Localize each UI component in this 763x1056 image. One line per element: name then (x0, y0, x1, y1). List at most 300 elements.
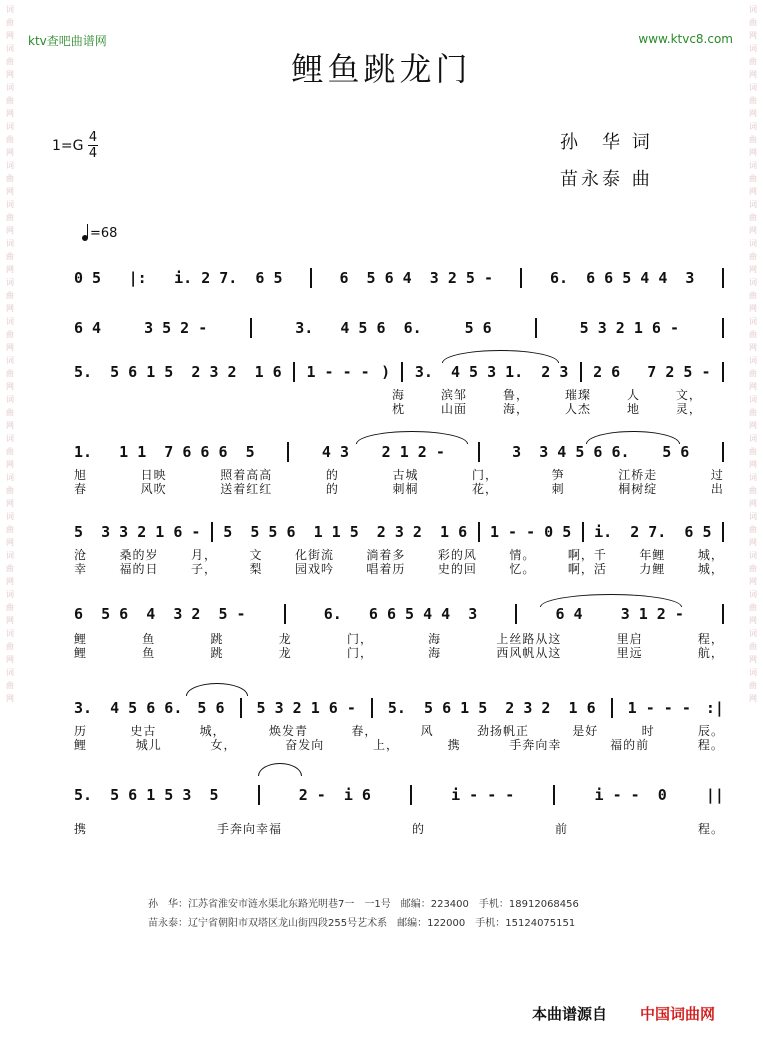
lyric-word: 劲扬帆正 (476, 724, 529, 738)
watermark-glyph: 词 (6, 434, 14, 443)
barline (535, 318, 537, 338)
barline (287, 442, 289, 462)
lyric-word: 前 (554, 822, 568, 836)
watermark-glyph: 词 (749, 44, 757, 53)
lyric-word: 桑的岁 (119, 548, 159, 562)
watermark-glyph: 词 (749, 83, 757, 92)
watermark-glyph: 词 (749, 278, 757, 287)
notation-segment: i. 2 7. 6 5 (594, 523, 712, 541)
notation-segment: 1 - - 0 5 (489, 523, 572, 541)
watermark-glyph: 词 (6, 629, 14, 638)
watermark-glyph: 词 (749, 434, 757, 443)
lyric-word: 里远 (616, 646, 643, 660)
watermark-glyph: 网 (749, 577, 757, 586)
watermark-glyph: 词 (6, 278, 14, 287)
lyric-word: 女， (210, 738, 237, 752)
notation-segment: 3. 4 5 6 6. (295, 319, 422, 337)
watermark-glyph: 曲 (6, 57, 14, 66)
watermark-glyph: 网 (749, 655, 757, 664)
watermark-glyph: 网 (749, 70, 757, 79)
lyric-word: 程。 (697, 738, 724, 752)
barline (520, 268, 522, 288)
score-row (74, 362, 724, 382)
lyric-word: 的 (325, 482, 339, 496)
watermark-glyph: 曲 (6, 486, 14, 495)
watermark-glyph: 词 (6, 668, 14, 677)
barline (515, 604, 517, 624)
lyric-word: 城， (697, 562, 724, 576)
watermark-glyph: 网 (6, 70, 14, 79)
watermark-glyph: 网 (6, 421, 14, 430)
time-signature (88, 130, 98, 161)
watermark-glyph: 网 (6, 460, 14, 469)
lyric-word: 子， (190, 562, 217, 576)
lyric-word: 文 (249, 548, 263, 562)
source-label: 本曲谱源自 (532, 1005, 608, 1023)
lyric-word: 龙 (278, 632, 292, 646)
lyric-word: 城， (697, 548, 724, 562)
notation-segment: 2 6 7 2 5 - (593, 363, 711, 381)
watermark-glyph: 网 (6, 148, 14, 157)
lyric-word: 手奔向幸福 (216, 822, 282, 836)
watermark-glyph: 网 (749, 31, 757, 40)
lyric-word: 上， (372, 738, 399, 752)
watermark-glyph: 词 (749, 590, 757, 599)
watermark-glyph: 词 (749, 551, 757, 560)
lyric-word: 门， (346, 632, 373, 646)
lyric-word: 力鲤 (639, 562, 666, 576)
watermark-glyph: 网 (6, 109, 14, 118)
lyric-word: 鲤 (74, 738, 88, 752)
watermark-glyph: 网 (6, 616, 14, 625)
notation-segment: 6 4 (555, 605, 583, 623)
lyric-line (74, 736, 724, 753)
lyric-word: 啊，活 (567, 562, 607, 576)
watermark-glyph: 曲 (749, 57, 757, 66)
lyric-word: 西风帆从这 (496, 646, 562, 660)
watermark-glyph: 曲 (6, 447, 14, 456)
notation-segment: 3. 4 5 6 6. (74, 699, 183, 717)
barline (250, 318, 252, 338)
lyric-word: 航， (697, 646, 724, 660)
lyric-word: 程。 (697, 822, 724, 836)
lyric-word: 文， (675, 388, 702, 402)
watermark-glyph: 网 (749, 694, 757, 703)
lyric-word: 出 (710, 482, 724, 496)
watermark-glyph: 网 (6, 382, 14, 391)
watermark-glyph: 曲 (6, 96, 14, 105)
lyric-word: 旭 (74, 468, 88, 482)
barline (722, 442, 724, 462)
notation-segment: 2 1 2 - (381, 443, 445, 461)
lyric-word: 灵， (675, 402, 702, 416)
watermark-glyph: 曲 (749, 369, 757, 378)
watermark-glyph: 词 (6, 83, 14, 92)
notation-segment: 0 5 (74, 269, 102, 287)
watermark-glyph: 曲 (749, 174, 757, 183)
watermark-glyph: 词 (749, 239, 757, 248)
score-row (74, 604, 724, 624)
lyric-word: 过 (710, 468, 724, 482)
watermark-glyph: 网 (6, 343, 14, 352)
watermark-glyph: 网 (749, 382, 757, 391)
notation-segment: 5 6 (662, 443, 690, 461)
watermark-glyph: 网 (749, 148, 757, 157)
notation-segment: 5. 5 6 1 5 3 5 (74, 786, 219, 804)
watermark-glyph: 网 (749, 226, 757, 235)
notation-segment: 6 5 6 4 3 2 5 - (74, 605, 246, 623)
lyric-word: 化街流 (294, 548, 334, 562)
contact-lyricist: 孙 华：江苏省淮安市涟水渠北东路光明巷7一 一1号 邮编：223400 手机：18912068456 (148, 899, 579, 910)
watermark-glyph: 曲 (749, 447, 757, 456)
barline (611, 698, 613, 718)
lyric-word: 手奔向幸 (509, 738, 562, 752)
song-title: 鲤鱼跳龙门 (291, 50, 472, 88)
barline (722, 318, 724, 338)
lyric-word: 滨邹 (440, 388, 467, 402)
notation-segment: 5 3 3 2 1 6 - (74, 523, 201, 541)
watermark-glyph: 网 (749, 304, 757, 313)
watermark-glyph: 曲 (6, 681, 14, 690)
lyric-word: 唱着历 (366, 562, 406, 576)
lyric-word: 鱼 (142, 632, 156, 646)
watermark-glyph: 词 (749, 317, 757, 326)
lyric-word: 啊，千 (567, 548, 607, 562)
watermark-glyph: 词 (6, 356, 14, 365)
lyric-word: 门， (472, 468, 499, 482)
lyric-word: 海 (428, 646, 442, 660)
lyric-word: 园戏吟 (294, 562, 334, 576)
watermark-site-right: www.ktvc8.com (638, 32, 733, 46)
barline (478, 442, 480, 462)
lyric-word: 时 (641, 724, 655, 738)
lyric-word: 城， (199, 724, 226, 738)
lyric-word: 年鲤 (639, 548, 666, 562)
lyric-word: 风 (420, 724, 434, 738)
watermark-glyph: 曲 (6, 252, 14, 261)
watermark-glyph: 词 (749, 395, 757, 404)
notation-segment: i - - 0 (594, 786, 667, 804)
notation-segment: 5 3 2 1 6 - (256, 699, 356, 717)
barline (722, 522, 724, 542)
lyric-word: 璀璨 (564, 388, 591, 402)
key-signature: 1=G (52, 138, 84, 154)
lyric-word: 刺桐 (392, 482, 419, 496)
notation-segment: 3. 4 5 3 1. 2 3 (414, 363, 569, 381)
watermark-glyph: 曲 (749, 330, 757, 339)
lyric-word: 送着红红 (220, 482, 273, 496)
notation-segment: 5 5 5 6 1 1 5 2 3 2 1 6 (223, 523, 468, 541)
watermark-glyph: 词 (6, 239, 14, 248)
barline (722, 362, 724, 382)
lyric-word: 奋发向 (285, 738, 325, 752)
tempo-marking (82, 226, 117, 241)
watermark-glyph: 曲 (749, 525, 757, 534)
watermark-glyph: 曲 (749, 486, 757, 495)
slur (186, 683, 248, 696)
score-row (74, 268, 724, 288)
lyric-word: 古城 (392, 468, 419, 482)
contact-composer: 苗永泰：辽宁省朝阳市双塔区龙山街四段255号艺术系 邮编：122000 手机：15124075151 (148, 918, 576, 929)
watermark-glyph: 网 (749, 460, 757, 469)
watermark-glyph: 网 (749, 499, 757, 508)
barline (582, 522, 584, 542)
barline (410, 785, 412, 805)
lyric-word: 江桥走 (618, 468, 658, 482)
watermark-glyph: 网 (6, 31, 14, 40)
watermark-glyph: 词 (749, 473, 757, 482)
watermark-glyph: 词 (749, 668, 757, 677)
lyric-word: 桐树绽 (618, 482, 658, 496)
notation-segment: 5 6 (464, 319, 492, 337)
watermark-glyph: 网 (6, 499, 14, 508)
slur (356, 431, 468, 444)
lyric-word: 风吹 (140, 482, 167, 496)
lyric-word: 梨 (249, 562, 263, 576)
watermark-glyph: 词 (749, 356, 757, 365)
watermark-glyph: 曲 (749, 408, 757, 417)
watermark-glyph: 曲 (749, 603, 757, 612)
watermark-glyph: 曲 (749, 681, 757, 690)
watermark-glyph: 曲 (749, 291, 757, 300)
lyric-word: 彩的风 (437, 548, 477, 562)
watermark-glyph: 词 (6, 473, 14, 482)
watermark-glyph: 曲 (6, 642, 14, 651)
watermark-glyph: 曲 (6, 603, 14, 612)
lyric-word: 福的日 (119, 562, 159, 576)
watermark-glyph: 网 (749, 538, 757, 547)
lyric-word: 忆。 (509, 562, 536, 576)
watermark-right-column (745, 0, 761, 1056)
notation-segment: 6. 6 6 5 4 4 3 (323, 605, 478, 623)
watermark-glyph: 网 (6, 577, 14, 586)
barline (258, 785, 260, 805)
notation-segment: ) (381, 363, 391, 381)
lyric-word: 辰。 (697, 724, 724, 738)
lyric-word: 的 (325, 468, 339, 482)
notation-segment: :| (705, 699, 724, 717)
watermark-site-left: ktv查吧曲谱网 (28, 34, 107, 48)
lyric-word: 程， (697, 632, 724, 646)
watermark-glyph: 词 (6, 590, 14, 599)
lyric-word: 海， (502, 402, 529, 416)
watermark-glyph: 网 (6, 694, 14, 703)
watermark-glyph: 词 (749, 200, 757, 209)
lyric-word: 人杰 (564, 402, 591, 416)
lyric-word: 山面 (440, 402, 467, 416)
watermark-glyph: 曲 (6, 135, 14, 144)
watermark-glyph: 网 (749, 265, 757, 274)
notation-segment: i. 2 7. 6 5 (174, 269, 283, 287)
score-row (74, 522, 724, 542)
lyric-word: 幸 (74, 562, 88, 576)
watermark-glyph: 网 (6, 655, 14, 664)
lyric-word: 史古 (130, 724, 157, 738)
lyric-word: 福的前 (610, 738, 650, 752)
watermark-glyph: 网 (749, 616, 757, 625)
lyric-word: 春， (351, 724, 378, 738)
watermark-glyph: 词 (749, 161, 757, 170)
lyricist-credit: 孙 华 词 (560, 132, 653, 153)
source-brand: 中国词曲网 (640, 1005, 716, 1023)
watermark-glyph: 曲 (6, 525, 14, 534)
lyric-word: 里启 (616, 632, 643, 646)
watermark-glyph: 词 (6, 200, 14, 209)
notation-segment: 5. 5 6 1 5 2 3 2 1 6 (387, 699, 596, 717)
watermark-glyph: 网 (749, 421, 757, 430)
lyric-word: 笋 (551, 468, 565, 482)
lyric-word: 历 (74, 724, 88, 738)
notation-segment: 3 1 2 - (620, 605, 684, 623)
score-row (74, 318, 724, 338)
lyric-word: 史的回 (437, 562, 477, 576)
barline (478, 522, 480, 542)
watermark-glyph: 网 (6, 538, 14, 547)
watermark-glyph: 词 (6, 44, 14, 53)
notation-segment: 2 - i 6 (298, 786, 371, 804)
tempo-value: =68 (90, 226, 118, 241)
notation-segment: || (705, 786, 724, 804)
lyric-word: 携 (74, 822, 88, 836)
watermark-glyph: 曲 (749, 252, 757, 261)
barline (211, 522, 213, 542)
lyric-word: 鲁， (502, 388, 529, 402)
watermark-glyph: 词 (749, 5, 757, 14)
score-row (74, 442, 724, 462)
barline (310, 268, 312, 288)
watermark-left-column (2, 0, 18, 1056)
lyric-word: 刺 (551, 482, 565, 496)
lyric-word: 海 (428, 632, 442, 646)
lyric-word: 携 (447, 738, 461, 752)
barline (722, 268, 724, 288)
quarter-note-icon (82, 235, 88, 241)
notation-segment: 6 4 (74, 319, 102, 337)
lyric-word: 焕发青 (268, 724, 308, 738)
notation-segment: 6 5 6 4 3 2 5 - (339, 269, 493, 287)
lyric-word: 春 (74, 482, 88, 496)
barline (284, 604, 286, 624)
watermark-glyph: 词 (749, 629, 757, 638)
lyric-word: 鱼 (142, 646, 156, 660)
lyric-word: 月， (190, 548, 217, 562)
lyric-word: 海 (392, 388, 406, 402)
lyric-word: 鲤 (74, 646, 88, 660)
notation-segment: 4 3 (321, 443, 349, 461)
watermark-glyph: 曲 (6, 369, 14, 378)
notation-segment: 5 3 2 1 6 - (579, 319, 679, 337)
lyric-word: 情。 (509, 548, 536, 562)
notation-segment: 5. 5 6 1 5 2 3 2 1 6 (74, 363, 282, 381)
notation-segment: 1. 1 1 7 6 6 6 5 (74, 443, 255, 461)
lyric-word: 照着高高 (220, 468, 273, 482)
lyric-word: 跳 (210, 646, 224, 660)
lyric-line (74, 820, 724, 837)
watermark-glyph: 网 (6, 265, 14, 274)
score-row (74, 698, 724, 718)
barline (580, 362, 582, 382)
lyric-line (74, 560, 724, 577)
notation-segment: i - - - (451, 786, 515, 804)
lyric-line (392, 400, 702, 417)
watermark-glyph: 曲 (6, 213, 14, 222)
lyric-word: 上丝路从这 (496, 632, 562, 646)
lyric-word: 鲤 (74, 632, 88, 646)
notation-segment: 1 - - - (306, 363, 370, 381)
slur (540, 594, 682, 607)
lyric-word: 的 (411, 822, 425, 836)
watermark-glyph: 网 (6, 304, 14, 313)
watermark-glyph: 网 (6, 187, 14, 196)
notation-segment: 5 6 (197, 699, 225, 717)
watermark-glyph: 曲 (6, 564, 14, 573)
composer-credit: 苗永泰 曲 (560, 169, 653, 190)
watermark-glyph: 词 (6, 551, 14, 560)
lyric-word: 城儿 (135, 738, 162, 752)
watermark-glyph: 词 (6, 5, 14, 14)
watermark-glyph: 词 (6, 161, 14, 170)
notation-segment: 3 5 2 - (144, 319, 208, 337)
barline (371, 698, 373, 718)
watermark-glyph: 网 (749, 109, 757, 118)
watermark-glyph: 曲 (749, 213, 757, 222)
watermark-glyph: 曲 (6, 291, 14, 300)
watermark-glyph: 曲 (749, 564, 757, 573)
lyric-word: 跳 (210, 632, 224, 646)
watermark-glyph: 词 (6, 317, 14, 326)
watermark-glyph: 曲 (6, 408, 14, 417)
lyric-word: 枕 (392, 402, 406, 416)
watermark-glyph: 词 (6, 122, 14, 131)
watermark-glyph: 曲 (6, 330, 14, 339)
watermark-glyph: 词 (749, 512, 757, 521)
time-signature-bottom: 4 (88, 146, 98, 161)
lyric-word: 沧 (74, 548, 88, 562)
notation-segment: |: (128, 269, 147, 287)
lyric-line (74, 480, 724, 497)
lyric-word: 花， (472, 482, 499, 496)
lyric-word: 日映 (140, 468, 167, 482)
watermark-glyph: 曲 (749, 642, 757, 651)
barline (240, 698, 242, 718)
lyric-word: 淌着多 (366, 548, 406, 562)
watermark-glyph: 词 (6, 395, 14, 404)
notation-segment: 1 - - - (627, 699, 691, 717)
watermark-glyph: 曲 (6, 174, 14, 183)
watermark-glyph: 网 (749, 343, 757, 352)
barline (401, 362, 403, 382)
barline (553, 785, 555, 805)
watermark-glyph: 曲 (6, 18, 14, 27)
lyric-word: 地 (626, 402, 640, 416)
watermark-glyph: 网 (749, 187, 757, 196)
slur (586, 431, 680, 444)
slur (442, 350, 559, 363)
score-row (74, 785, 724, 805)
watermark-glyph: 曲 (749, 96, 757, 105)
lyric-word: 龙 (278, 646, 292, 660)
barline (293, 362, 295, 382)
watermark-glyph: 曲 (749, 135, 757, 144)
watermark-glyph: 曲 (749, 18, 757, 27)
watermark-glyph: 网 (6, 226, 14, 235)
watermark-glyph: 词 (749, 122, 757, 131)
time-signature-top: 4 (88, 130, 98, 145)
notation-segment: 3 3 4 5 6 6. (512, 443, 630, 461)
lyric-word: 门， (346, 646, 373, 660)
notation-segment: 6. 6 6 5 4 4 3 (549, 269, 695, 287)
lyric-line (74, 644, 724, 661)
